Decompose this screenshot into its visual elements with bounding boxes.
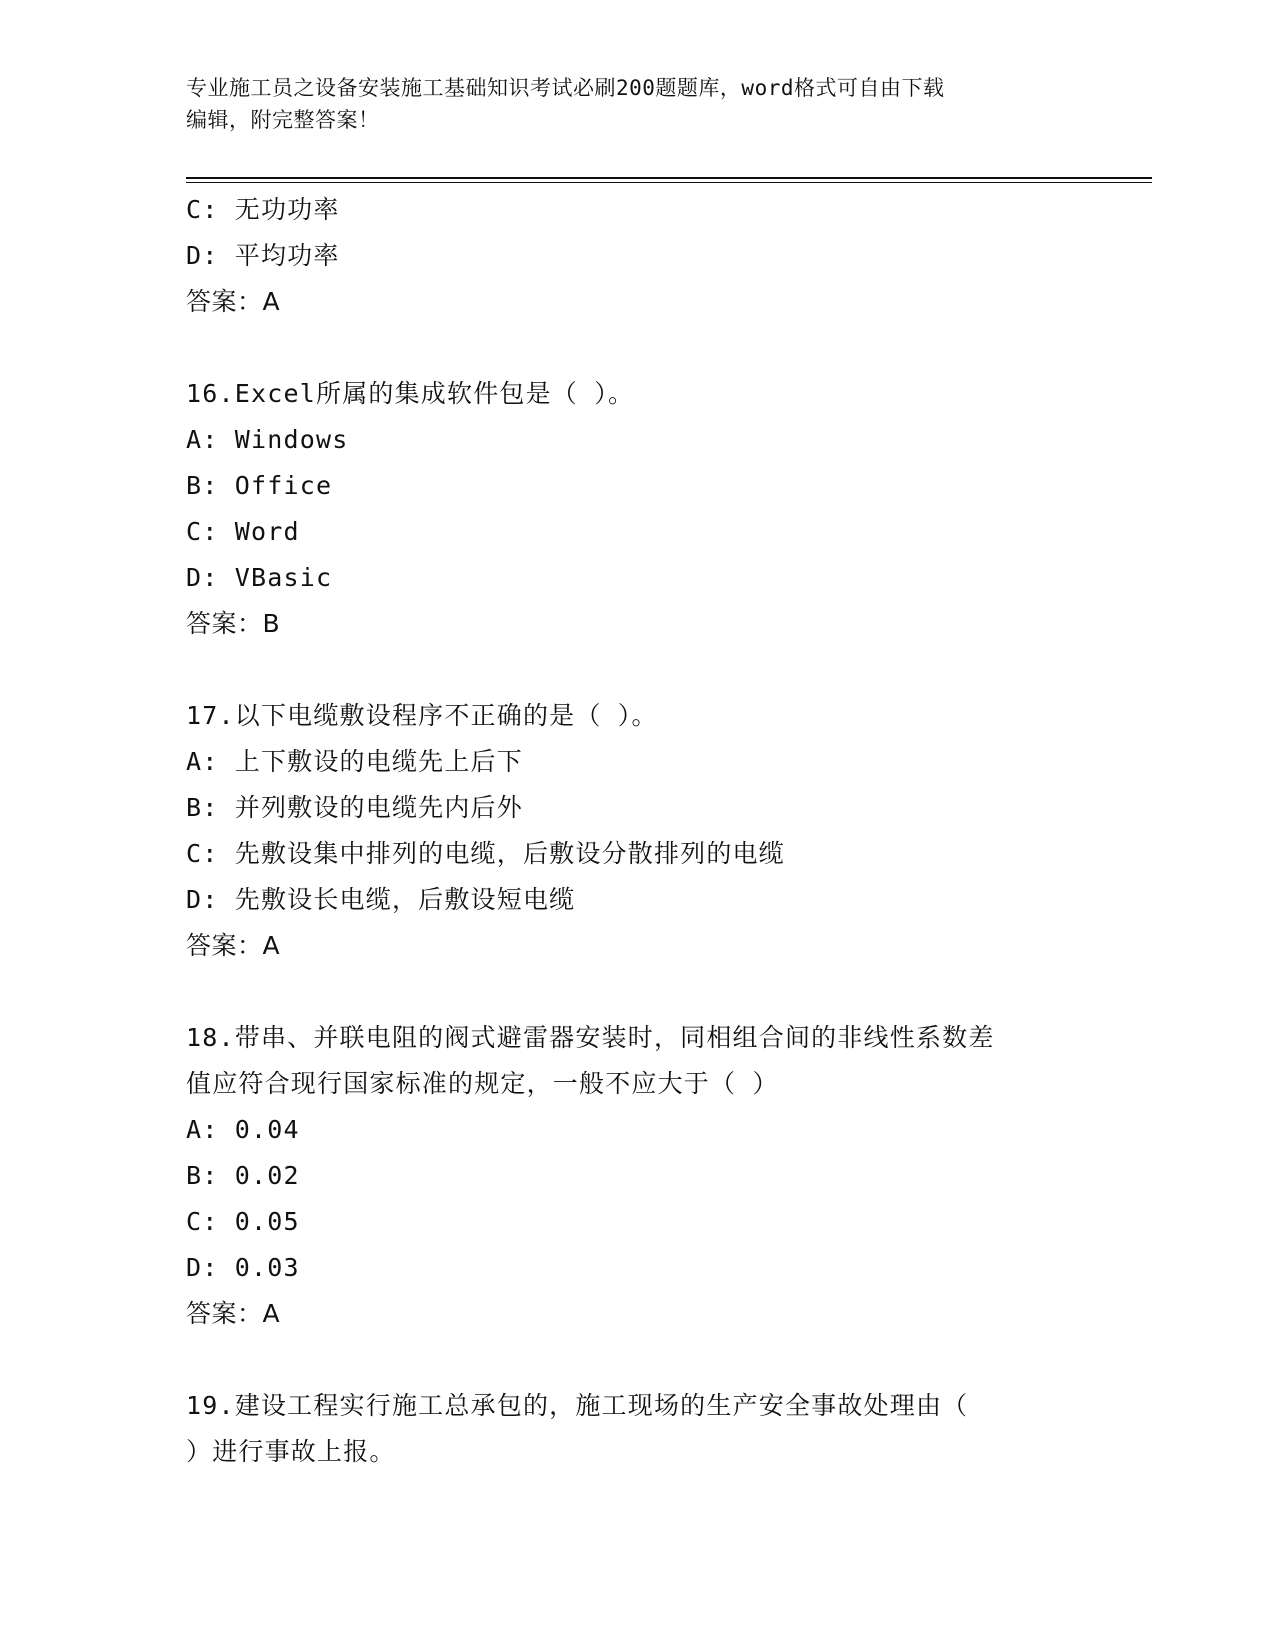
question-18 [186,1015,1086,1337]
option-c: C: Word [186,517,300,546]
option-c: C: 无功功率 [186,195,340,224]
option-b: B: Office [186,471,333,500]
answer: 答案：A [186,287,281,316]
question-stem-line-1: 18.带串、并联电阻的阀式避雷器安装时，同相组合间的非线性系数差 [186,1023,995,1052]
spacer [186,647,1086,693]
question-19 [186,1383,1086,1475]
spacer [186,969,1086,1015]
option-d: D: VBasic [186,563,333,592]
document-header [186,72,1086,136]
question-stem: 16.Excel所属的集成软件包是（ ）。 [186,379,635,408]
spacer [186,1337,1086,1383]
option-b: B: 并列敷设的电缆先内后外 [186,793,523,822]
question-17 [186,693,1086,969]
option-c: C: 0.05 [186,1207,300,1236]
option-b: B: 0.02 [186,1161,300,1190]
spacer [186,325,1086,371]
option-a: A: 上下敷设的电缆先上后下 [186,747,523,776]
option-a: A: 0.04 [186,1115,300,1144]
question-stem: 17.以下电缆敷设程序不正确的是（ ）。 [186,701,658,730]
question-stem-line-2: ）进行事故上报。 [186,1437,396,1466]
option-a: A: Windows [186,425,349,454]
question-list [186,187,1086,1475]
header-rule-thick [186,177,1152,179]
question-stem-line-2: 值应符合现行国家标准的规定，一般不应大于（ ） [186,1069,779,1098]
answer: 答案：A [186,1299,281,1328]
answer: 答案：B [186,609,281,638]
header-rule-thin [186,182,1152,183]
option-d: D: 平均功率 [186,241,340,270]
option-d: D: 0.03 [186,1253,300,1282]
question-16 [186,371,1086,647]
option-d: D: 先敷设长电缆，后敷设短电缆 [186,885,576,914]
answer: 答案：A [186,931,281,960]
question-stem-line-1: 19.建设工程实行施工总承包的，施工现场的生产安全事故处理由（ [186,1391,969,1420]
header-title-line-2: 编辑，附完整答案！ [186,108,380,132]
question-15 [186,187,1086,325]
header-title-line-1: 专业施工员之设备安装施工基础知识考试必刷200题题库，word格式可自由下载 [186,76,945,100]
option-c: C: 先敷设集中排列的电缆，后敷设分散排列的电缆 [186,839,785,868]
